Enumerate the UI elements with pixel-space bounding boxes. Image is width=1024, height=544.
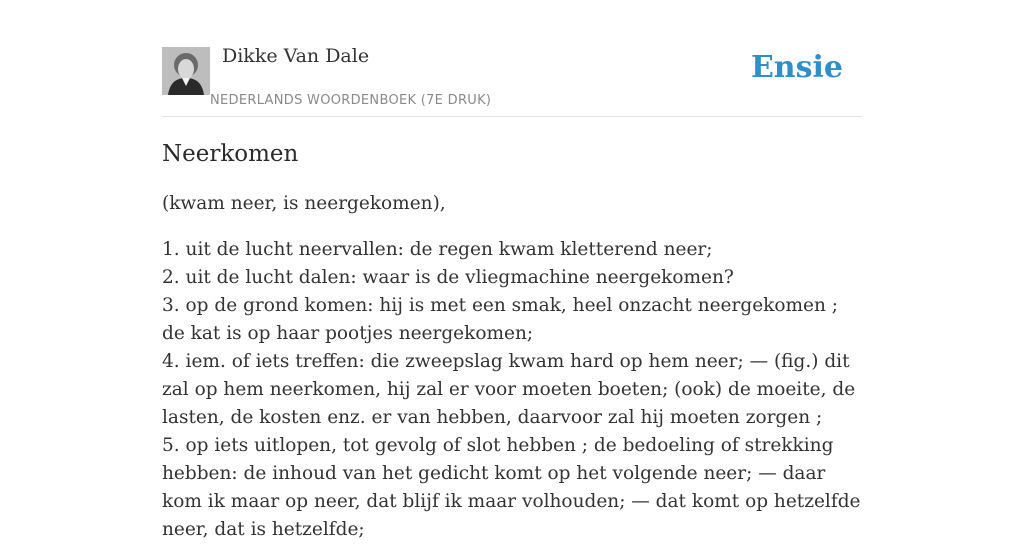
- grammar-note: (kwam neer, is neergekomen),: [162, 193, 446, 214]
- definitions: [162, 236, 862, 544]
- portrait-image: [162, 47, 210, 95]
- ensie-logo[interactable]: Ensie: [750, 50, 843, 85]
- definition-item: 3. op de grond komen: hij is met een smak, heel onzacht neergekomen ; de kat is op haar pootjes neergekomen;: [162, 295, 839, 344]
- dictionary-source[interactable]: NEDERLANDS WOORDENBOEK (7E DRUK): [210, 93, 492, 108]
- definition-item: 1. uit de lucht neervallen: de regen kwam kletterend neer;: [162, 239, 713, 260]
- entry-content: [162, 139, 862, 544]
- definition-item: 2. uit de lucht dalen: waar is de vliegmachine neergekomen?: [162, 267, 734, 288]
- definition-item: 5. op iets uitlopen, tot gevolg of slot hebben ; de bedoeling of strekking hebben: de inhoud van het gedicht komt op het volgende neer; — daar kom ik maar op neer, dat blijf ik maar volhouden; — dat komt op hetzelfde neer, dat is hetzelfde;: [162, 435, 861, 540]
- author-name[interactable]: Dikke Van Dale: [222, 45, 370, 67]
- author-avatar[interactable]: [162, 47, 210, 95]
- entry-title: Neerkomen: [162, 141, 299, 167]
- entry-header: [162, 44, 862, 117]
- definition-item: 4. iem. of iets treffen: die zweepslag kwam hard op hem neer; — (fig.) dit zal op hem neerkomen, hij zal er voor moeten boeten; (ook) de moeite, de lasten, de kosten enz. er van hebben, daarvoor zal hij moeten zorgen ;: [162, 351, 856, 428]
